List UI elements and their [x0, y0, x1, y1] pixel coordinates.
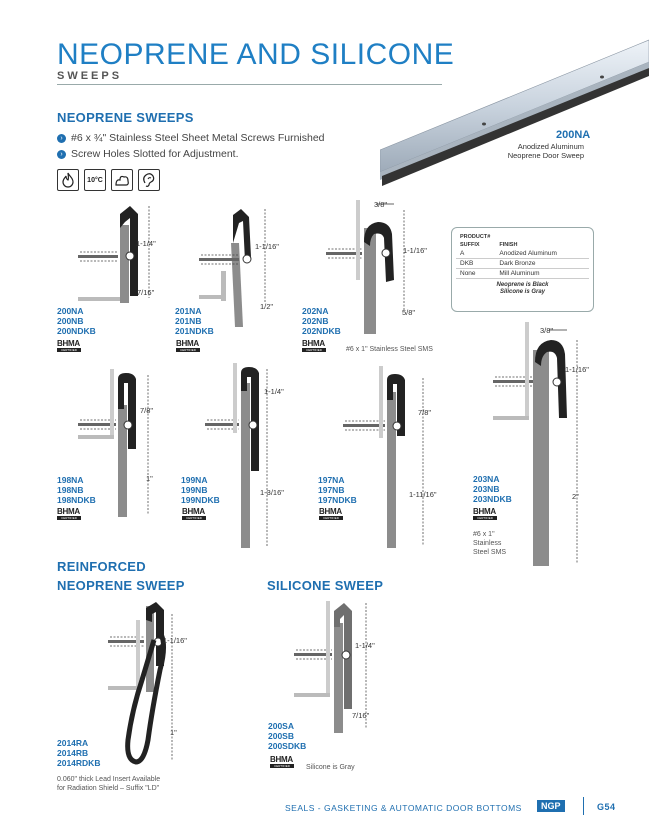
callout-model: 200NA — [556, 129, 591, 141]
bhma-certified-logo: BHMA CERTIFIED — [473, 507, 496, 520]
silicone-heading: SILICONE SWEEP — [267, 578, 384, 593]
drawing-203 — [493, 320, 593, 570]
dim-200-bottom: 7/16" — [137, 288, 155, 297]
bhma-certified-logo: BHMA CERTIFIED — [176, 339, 199, 352]
table-row: None Mill Aluminum — [456, 269, 589, 279]
drawing-197 — [343, 366, 443, 552]
finish-table-head-suffix: SUFFIX — [460, 242, 480, 248]
dim-200s-bottom: 7/16" — [352, 711, 370, 720]
dim-197-top: 7/8" — [418, 408, 432, 417]
callout-description — [484, 142, 584, 160]
bhma-certified-logo: BHMA CERTIFIED — [319, 507, 342, 520]
table-row: A Anodized Aluminum — [456, 249, 589, 259]
dim-2014-bottom: 1" — [170, 728, 177, 737]
dim-203-bottom: 2" — [572, 492, 579, 501]
model-list-200: 200NA 200NB 200NDKB — [57, 306, 96, 336]
silicone-note: Silicone is Gray — [306, 764, 355, 771]
ngp-logo: NGP — [537, 800, 565, 812]
finish-table-head-finish: FINISH — [499, 242, 518, 248]
model-list-202: 202NA 202NB 202NDKB — [302, 306, 341, 336]
dim-203-width: 3/8" — [540, 326, 554, 335]
model-list-197: 197NA 197NB 197NDKB — [318, 475, 357, 505]
sweep-bar-image — [380, 20, 649, 190]
bhma-certified-logo: BHMA CERTIFIED — [302, 339, 325, 352]
bhma-certified-logo: BHMA CERTIFIED — [270, 755, 293, 768]
dim-202-bottom: 5/8" — [402, 308, 416, 317]
reinforced-heading: REINFORCED — [57, 559, 146, 574]
dim-202-top: 1-1/16" — [403, 246, 427, 255]
page-subtitle: SWEEPS — [57, 70, 123, 82]
dim-199-top: 1-1/4" — [264, 387, 284, 396]
bullet-1 — [57, 132, 325, 144]
page-number: G54 — [597, 802, 616, 812]
footer-section-title: SEALS - GASKETING & AUTOMATIC DOOR BOTTOMS — [285, 803, 522, 813]
finish-table-box — [451, 227, 594, 312]
dim-201-bottom: 1/2" — [260, 302, 274, 311]
reinforced-subheading: NEOPRENE SWEEP — [57, 578, 185, 593]
reinforced-note: 0.060" thick Lead Insert Available for Radiation Shield – Suffix "LD" — [57, 776, 161, 792]
finish-table-head-product: PRODUCT# — [460, 234, 491, 240]
dim-202-width: 3/8" — [374, 200, 388, 209]
temperature-icon: 10°C — [84, 169, 106, 191]
bullet-text: #6 x ¾" Stainless Steel Sheet Metal Screws Furnished — [71, 132, 325, 144]
dim-2014-top: 1-1/16" — [163, 636, 187, 645]
dim-198-top: 7/8" — [140, 406, 154, 415]
bullet-text: Screw Holes Slotted for Adjustment. — [71, 148, 239, 160]
drawing-2014 — [108, 600, 188, 770]
page-title: NEOPRENE AND SILICONE — [57, 38, 455, 71]
table-row: DKB Dark Bronze — [456, 259, 589, 269]
note-203: #6 x 1" Stainless Steel SMS — [473, 531, 507, 556]
footer-divider — [583, 797, 584, 815]
model-list-201: 201NA 201NB 201NDKB — [175, 306, 214, 336]
drawing-200s — [294, 597, 384, 737]
dim-200-top: 1-1/4" — [136, 239, 156, 248]
bhma-certified-logo: BHMA CERTIFIED — [57, 507, 80, 520]
note-202: #6 x 1" Stainless Steel SMS — [346, 346, 433, 353]
dim-199-bottom: 1-3/16" — [260, 488, 284, 497]
finish-table-note: Neoprene is Black Silicone is Gray — [496, 282, 549, 295]
dim-201-top: 1-1/16" — [255, 242, 279, 251]
bullet-icon: › — [57, 134, 66, 143]
bullet-2 — [57, 148, 239, 160]
model-list-2014: 2014RA 2014RB 2014RDKB — [57, 738, 101, 768]
callout-line-1: Anodized Aluminum — [517, 142, 584, 151]
dim-200s-top: 1-1/4" — [355, 641, 375, 650]
model-list-198: 198NA 198NB 198NDKB — [57, 475, 96, 505]
dim-203-top: 1-1/16" — [565, 365, 589, 374]
model-list-199: 199NA 199NB 199NDKB — [181, 475, 220, 505]
model-list-203: 203NA 203NB 203NDKB — [473, 474, 512, 504]
smoke-icon — [111, 169, 133, 191]
bhma-certified-logo: BHMA CERTIFIED — [182, 507, 205, 520]
fire-icon — [57, 169, 79, 191]
bhma-certified-logo: BHMA CERTIFIED — [57, 339, 80, 352]
sound-icon — [138, 169, 160, 191]
finish-table — [456, 233, 589, 279]
drawing-200 — [78, 200, 168, 308]
dim-198-bottom: 1" — [146, 474, 153, 483]
neoprene-heading: NEOPRENE SWEEPS — [57, 110, 194, 125]
callout-line-2: Neoprene Door Sweep — [507, 151, 584, 160]
model-list-200s: 200SA 200SB 200SDKB — [268, 721, 307, 751]
dim-197-bottom: 1-11/16" — [409, 490, 437, 499]
bullet-icon: › — [57, 150, 66, 159]
